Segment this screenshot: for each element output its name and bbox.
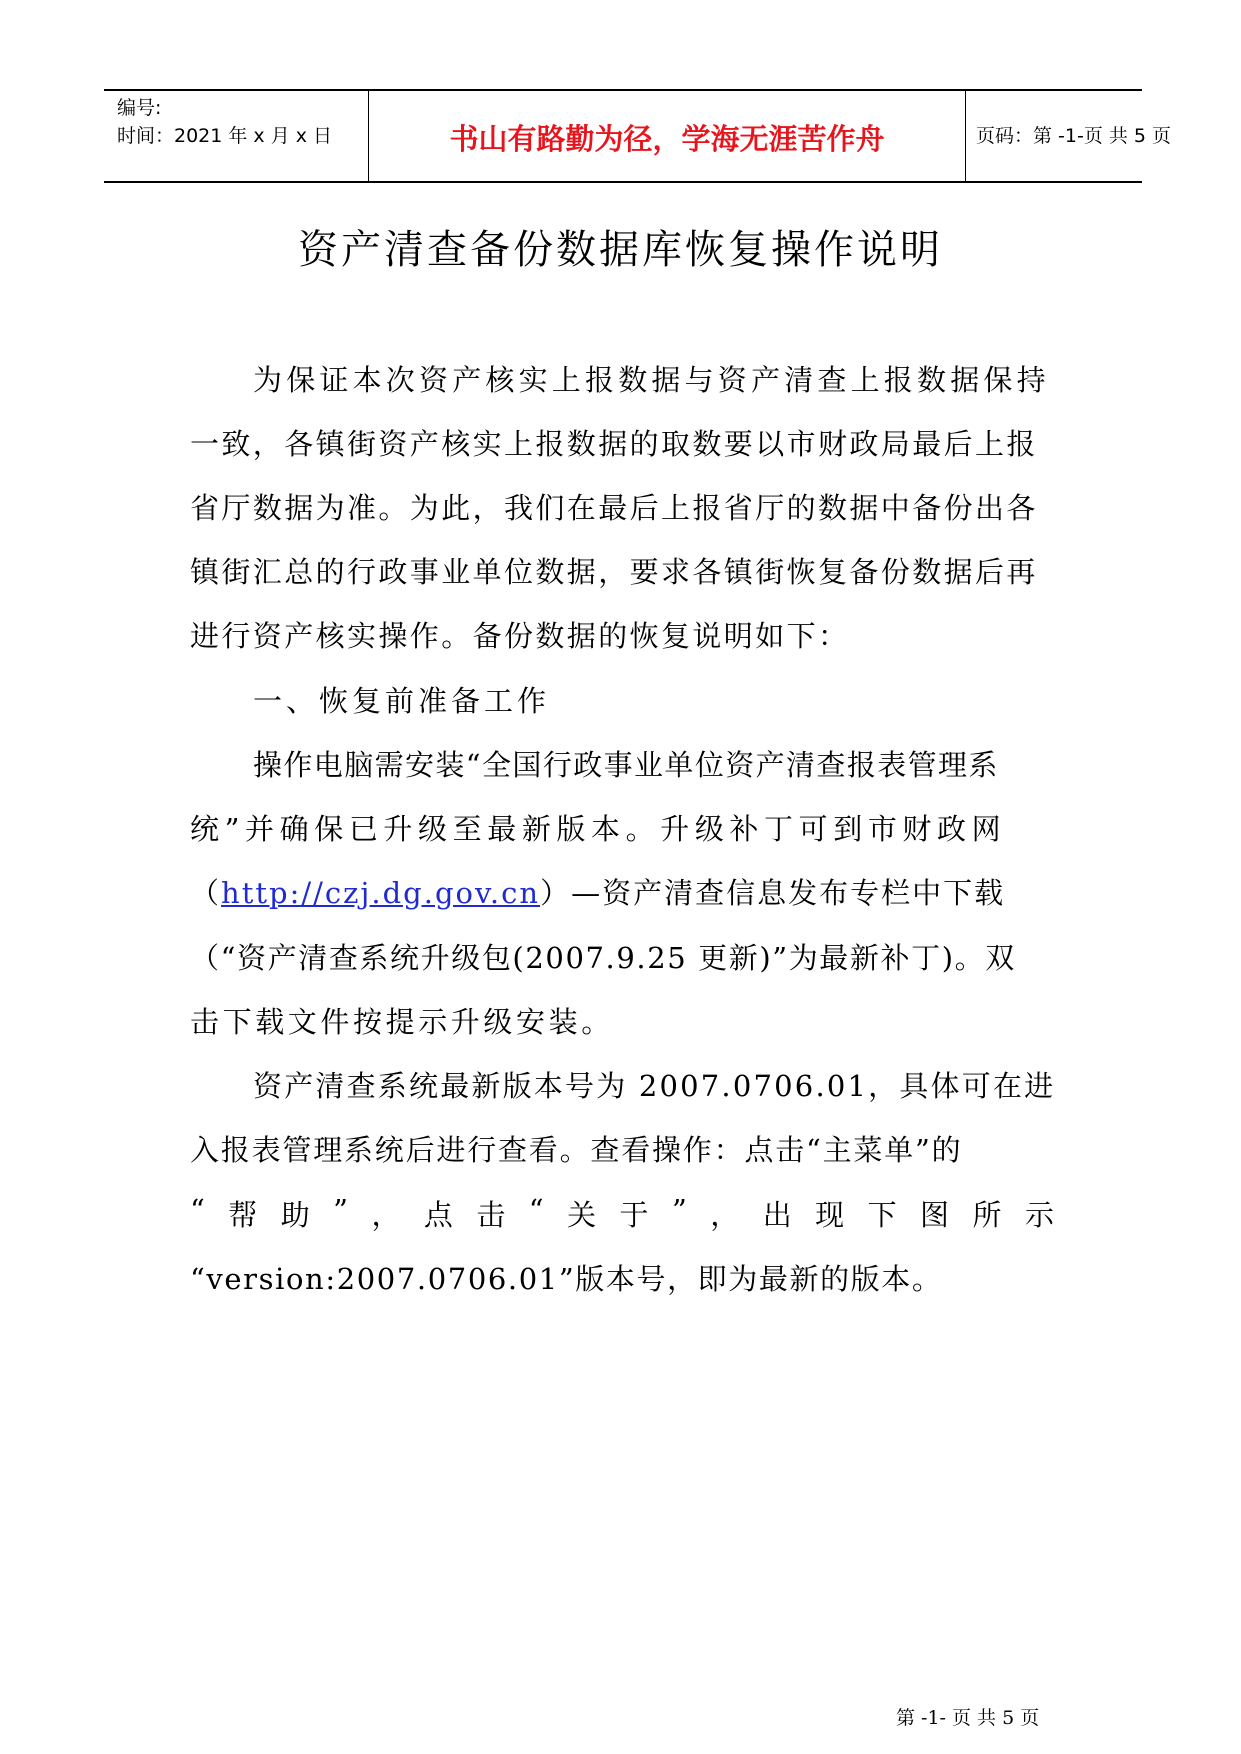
text-glyph: “ <box>190 1193 205 1227</box>
text-glyph: 所 <box>972 1198 1002 1232</box>
serial-number-label: 编号: <box>117 97 162 119</box>
text-glyph: 示 <box>1024 1198 1054 1232</box>
text-glyph: 下 <box>867 1198 897 1232</box>
text-glyph: ， <box>371 1198 401 1232</box>
page-footer: 第 -1- 页 共 5 页 <box>896 1707 1040 1729</box>
paragraph-line: （“资产清查系统升级包(2007.9.25 更新)”为最新补丁)。双 <box>190 941 1016 975</box>
motto: 书山有路勤为径，学海无涯苦作舟 <box>449 121 885 156</box>
text-glyph: 助 <box>280 1198 310 1232</box>
paragraph-line: 资产清查系统最新版本号为 2007.0706.01，具体可在进 <box>253 1069 1056 1103</box>
section-heading: 一、恢复前准备工作 <box>253 684 551 718</box>
paragraph-line: 入报表管理系统后进行查看。查看操作：点击“主菜单”的 <box>190 1133 963 1167</box>
header-page-cell <box>966 91 1172 181</box>
paragraph-line <box>190 871 1005 912</box>
text-glyph: 帮 <box>228 1198 258 1232</box>
paragraph-line: 操作电脑需安装“全国行政事业单位资产清查报表管理系 <box>253 748 999 782</box>
page-number-label: 页码：第 -1-页 共 5 页 <box>976 125 1172 147</box>
text-glyph: ” <box>671 1193 687 1227</box>
text-glyph: 关 <box>567 1198 597 1232</box>
document-header <box>104 89 1172 183</box>
paragraph-line: 击下载文件按提示升级安装。 <box>190 1005 614 1039</box>
document-title: 资产清查备份数据库恢复操作说明 <box>298 227 943 273</box>
text-glyph: ” <box>333 1193 348 1227</box>
header-motto-cell <box>369 91 966 181</box>
text-glyph: 点 <box>423 1198 453 1232</box>
time-label: 时间：2021 年 x 月 x 日 <box>117 125 333 147</box>
paragraph-line: 一致，各镇街资产核实上报数据的取数要以市财政局最后上报 <box>190 427 1038 461</box>
paragraph-line: “version:2007.0706.01”版本号，即为最新的版本。 <box>190 1262 943 1296</box>
paragraph-text: ）—资产清查信息发布专栏中下载 <box>540 876 1006 910</box>
paragraph-line: 进行资产核实操作。备份数据的恢复说明如下： <box>190 619 850 653</box>
text-glyph: 击 <box>476 1198 506 1232</box>
text-glyph: 于 <box>619 1198 649 1232</box>
text-glyph: 图 <box>920 1198 950 1232</box>
text-glyph: 现 <box>815 1198 845 1232</box>
header-meta-cell <box>104 91 369 181</box>
paragraph-line: 为保证本次资产核实上报数据与资产清查上报数据保持 <box>253 363 1050 397</box>
paragraph-line: 省厅数据为准。为此，我们在最后上报省厅的数据中备份出各 <box>190 491 1038 525</box>
paragraph-line: 镇街汇总的行政事业单位数据，要求各镇街恢复备份数据后再 <box>190 555 1038 589</box>
paragraph-line-justified <box>190 1193 1054 1234</box>
paren-open: （ <box>190 876 222 910</box>
finance-website-link[interactable]: http://czj.dg.gov.cn <box>221 876 541 910</box>
paragraph-line: 统”并确保已升级至最新版本。升级补丁可到市财政网 <box>190 812 1007 846</box>
text-glyph: ， <box>710 1198 740 1232</box>
text-glyph: “ <box>528 1193 544 1227</box>
text-glyph: 出 <box>762 1198 792 1232</box>
